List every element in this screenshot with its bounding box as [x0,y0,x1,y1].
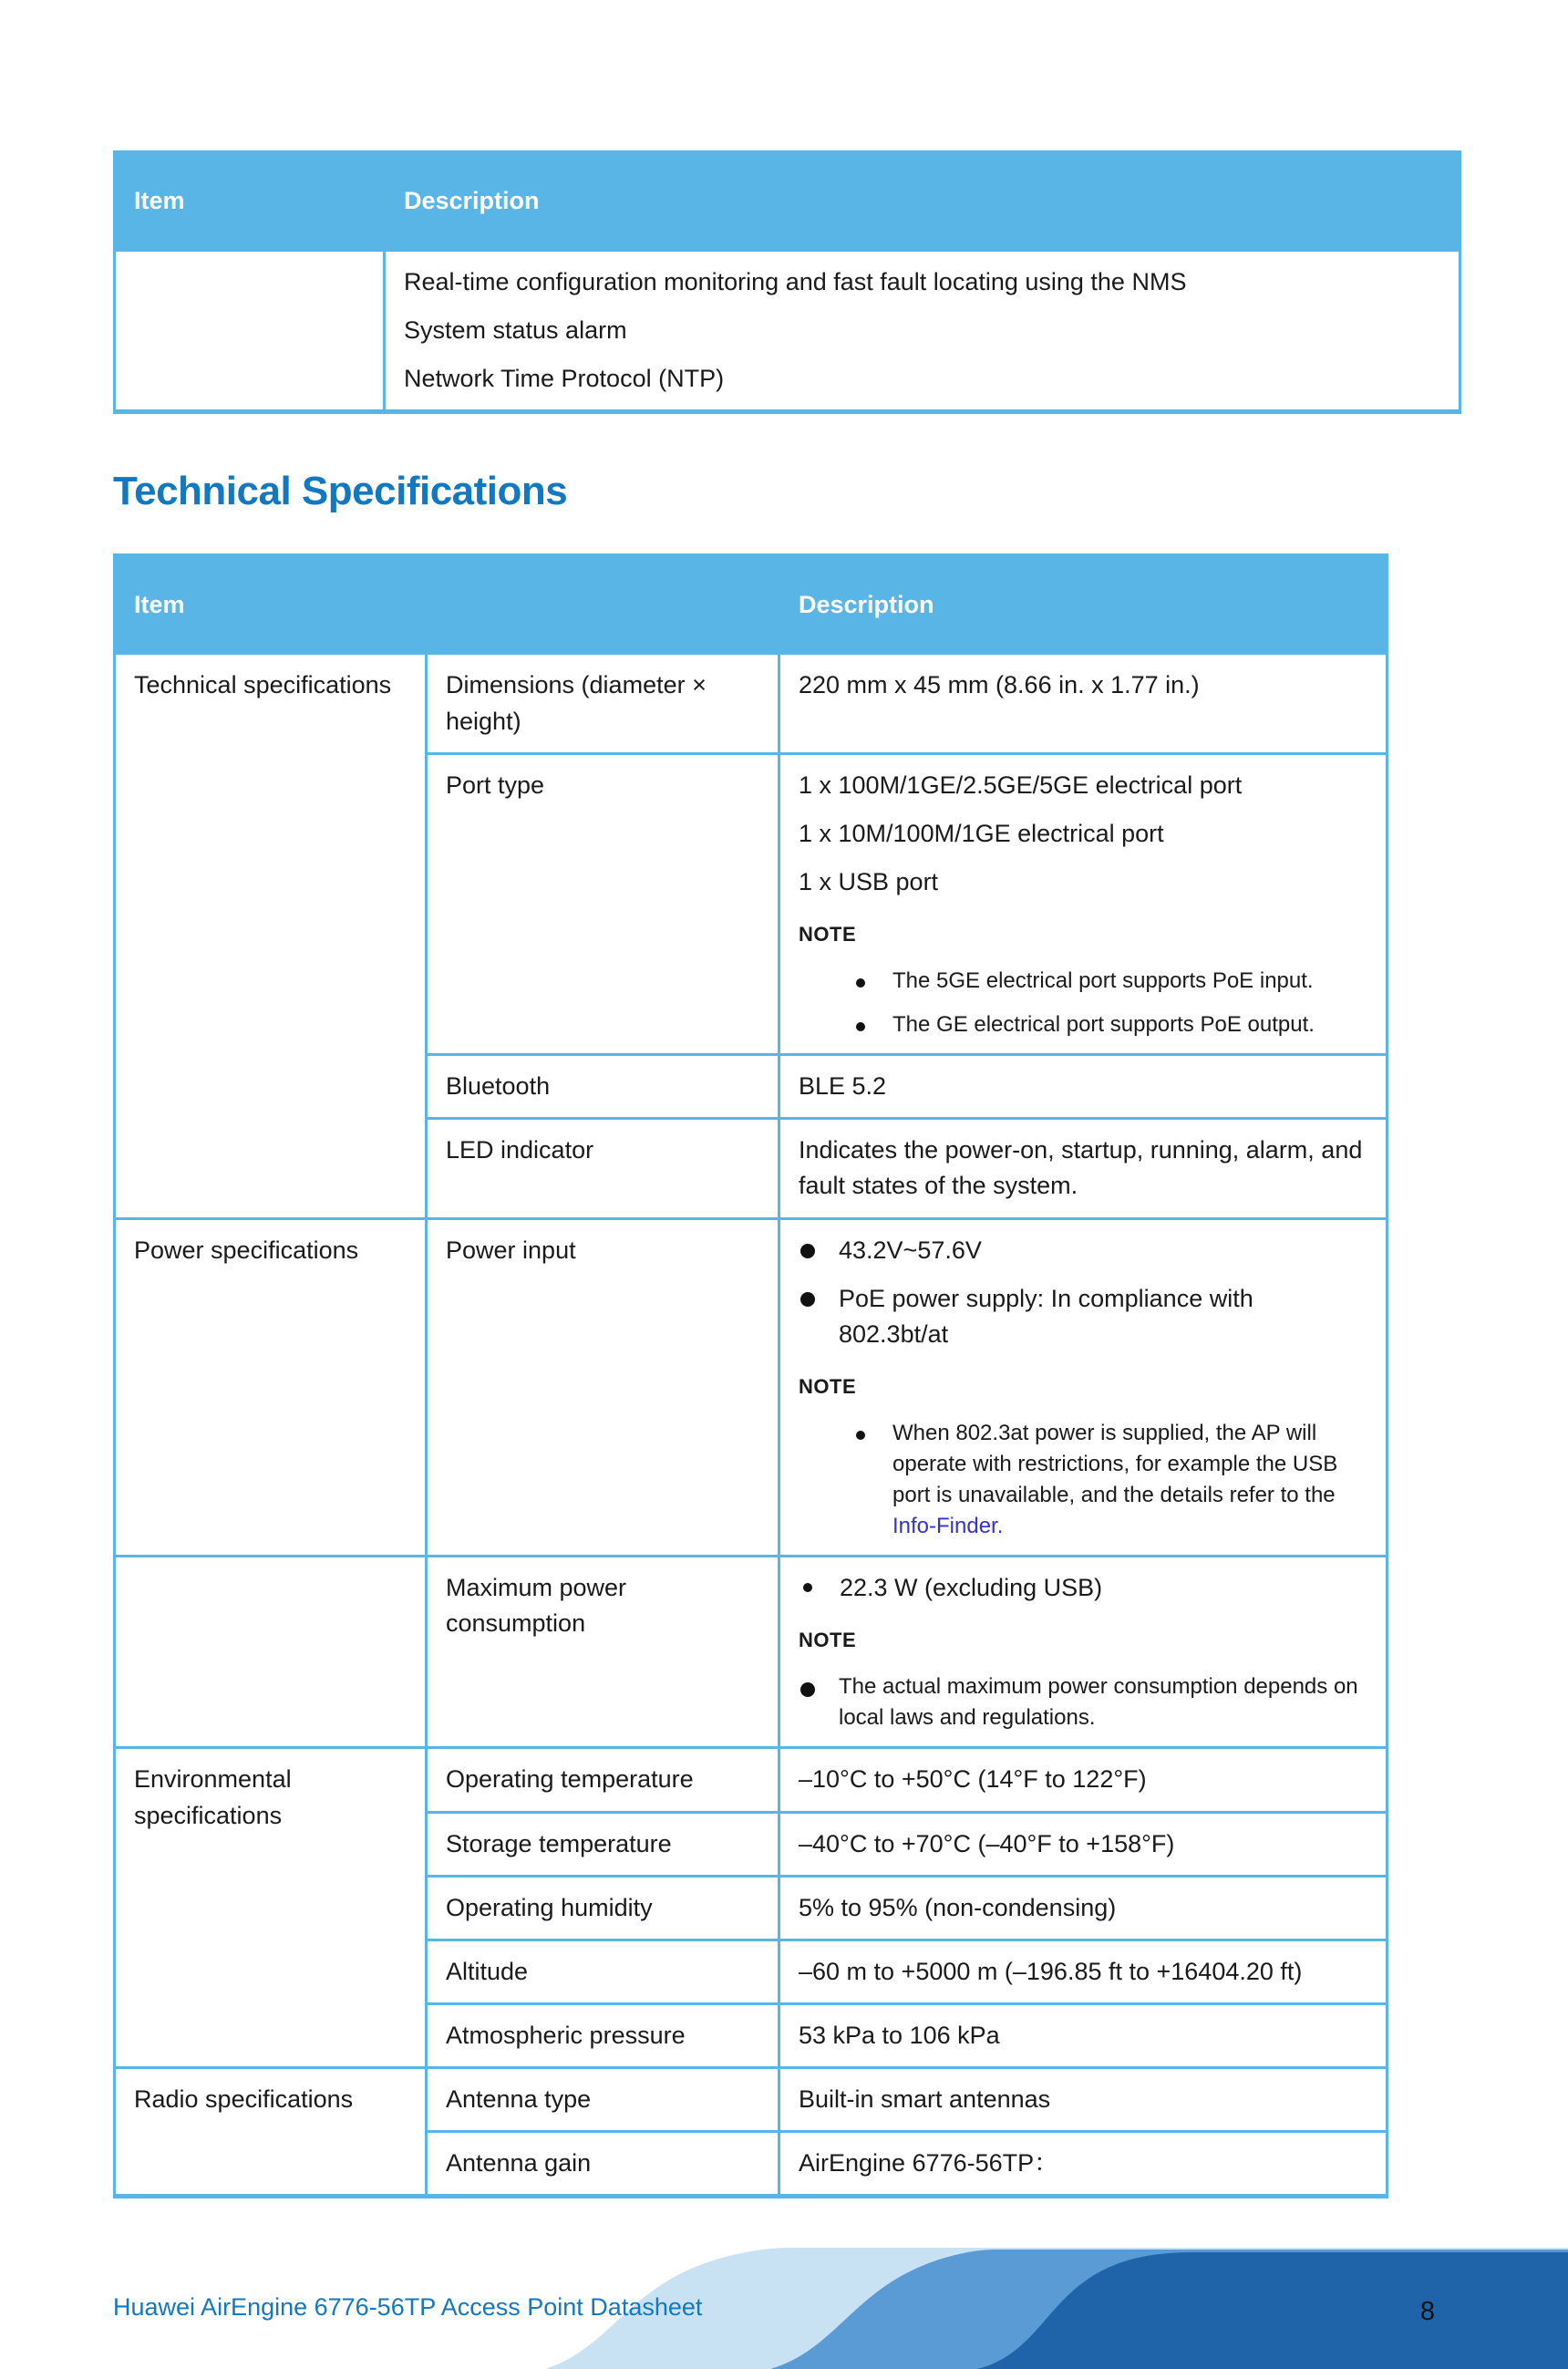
technical-specifications-table [113,553,1388,2198]
column-header-description: Description [779,555,1387,654]
table-row-power-input [115,1218,1387,1557]
note-text-prefix: When 802.3at power is supplied, the AP will operate with restrictions, for example the USB port is unavailable, and the details refer to the [892,1420,1338,1508]
bullet-icon [803,1583,812,1592]
note-label: NOTE [799,923,857,947]
note-bullet-icon [856,978,865,988]
table-header-row [115,555,1387,654]
spec-label: Maximum power consumption [427,1557,779,1748]
bullet-text: 43.2V~57.6V [839,1236,982,1264]
bullet-icon [800,1244,815,1258]
group-cell-technical: Technical specifications [115,654,427,1218]
spec-value: AirEngine 6776-56TP： [779,2132,1387,2197]
spec-value [779,1218,1387,1557]
table-row [115,251,1460,412]
spec-value: –60 m to +5000 m (–196.85 ft to +16404.20 ft) [779,1940,1387,2003]
spec-value: BLE 5.2 [779,1055,1387,1119]
bullet-item [799,1233,1367,1268]
value-line: 1 x USB port [799,867,939,895]
note-text [892,1418,1367,1542]
note-text: The GE electrical port supports PoE output. [892,1012,1315,1038]
spec-value: –10°C to +50°C (14°F to 122°F) [779,1748,1387,1812]
bullet-icon [800,1292,815,1307]
group-cell-empty [115,1557,427,1748]
description-cell [385,251,1460,412]
footer-document-title: Huawei AirEngine 6776-56TP Access Point Datasheet [113,2293,703,2321]
spec-value: Built-in smart antennas [779,2068,1387,2132]
bullet-text: PoE power supply: In compliance with 802.3bt/at [839,1284,1253,1348]
page-content [113,150,1568,2198]
spec-value: 220 mm x 45 mm (8.66 in. x 1.77 in.) [779,654,1387,753]
note-label: NOTE [799,1375,857,1399]
bullet-item [799,1570,1367,1606]
spec-label: Bluetooth [427,1055,779,1119]
spec-value: Indicates the power-on, startup, running, alarm, and fault states of the system. [779,1119,1387,1218]
group-cell-power: Power specifications [115,1218,427,1557]
spec-label: Power input [427,1218,779,1557]
note-text: The 5GE electrical port supports PoE input. [892,968,1314,994]
spec-label: Altitude [427,1940,779,2003]
table-row-operating-temperature [115,1748,1387,1812]
spec-label: Antenna gain [427,2132,779,2197]
spec-label: Antenna type [427,2068,779,2132]
item-cell-empty [115,251,385,412]
table-header-row [115,152,1460,251]
table-row-antenna-type [115,2068,1387,2132]
management-features-table [113,150,1461,414]
note-text-suffix: . [996,1514,1004,1539]
note-text: The actual maximum power consumption depends on local laws and regulations. [839,1674,1358,1731]
table-row-max-power [115,1557,1387,1748]
spec-label: LED indicator [427,1119,779,1218]
spec-label: Storage temperature [427,1812,779,1876]
spec-value [779,753,1387,1054]
bullet-item [799,1281,1367,1352]
value-line: 1 x 10M/100M/1GE electrical port [799,819,1164,847]
note-item [851,1009,1367,1040]
note-label: NOTE [799,1629,857,1652]
spec-label: Port type [427,753,779,1054]
note-item [851,1418,1367,1542]
note-bullet-icon [856,1431,865,1440]
page-number: 8 [1419,2297,1435,2326]
column-header-item: Item [115,555,779,654]
spec-value: –40°C to +70°C (–40°F to +158°F) [779,1812,1387,1876]
spec-label: Operating temperature [427,1748,779,1812]
info-finder-link[interactable]: Info-Finder [892,1514,997,1539]
spec-value [779,1557,1387,1748]
note-item [799,1671,1367,1733]
spec-value: 53 kPa to 106 kPa [779,2003,1387,2067]
description-line: Real-time configuration monitoring and fast fault locating using the NMS [404,268,1187,295]
group-cell-radio: Radio specifications [115,2068,427,2197]
spec-label: Dimensions (diameter × height) [427,654,779,753]
column-header-description: Description [385,152,1460,251]
bullet-text: 22.3 W (excluding USB) [840,1574,1103,1602]
spec-value: 5% to 95% (non-condensing) [779,1876,1387,1940]
table-row-dimensions [115,654,1387,753]
section-title: Technical Specifications [113,469,568,514]
description-line: Network Time Protocol (NTP) [404,365,725,393]
note-bullet-icon [856,1022,865,1031]
note-item [851,966,1367,997]
note-bullet-icon [800,1682,815,1697]
value-line: 1 x 100M/1GE/2.5GE/5GE electrical port [799,771,1243,799]
column-header-item: Item [115,152,385,251]
group-cell-environmental: Environmental specifications [115,1748,427,2068]
spec-label: Atmospheric pressure [427,2003,779,2067]
description-line: System status alarm [404,316,627,345]
spec-label: Operating humidity [427,1876,779,1940]
